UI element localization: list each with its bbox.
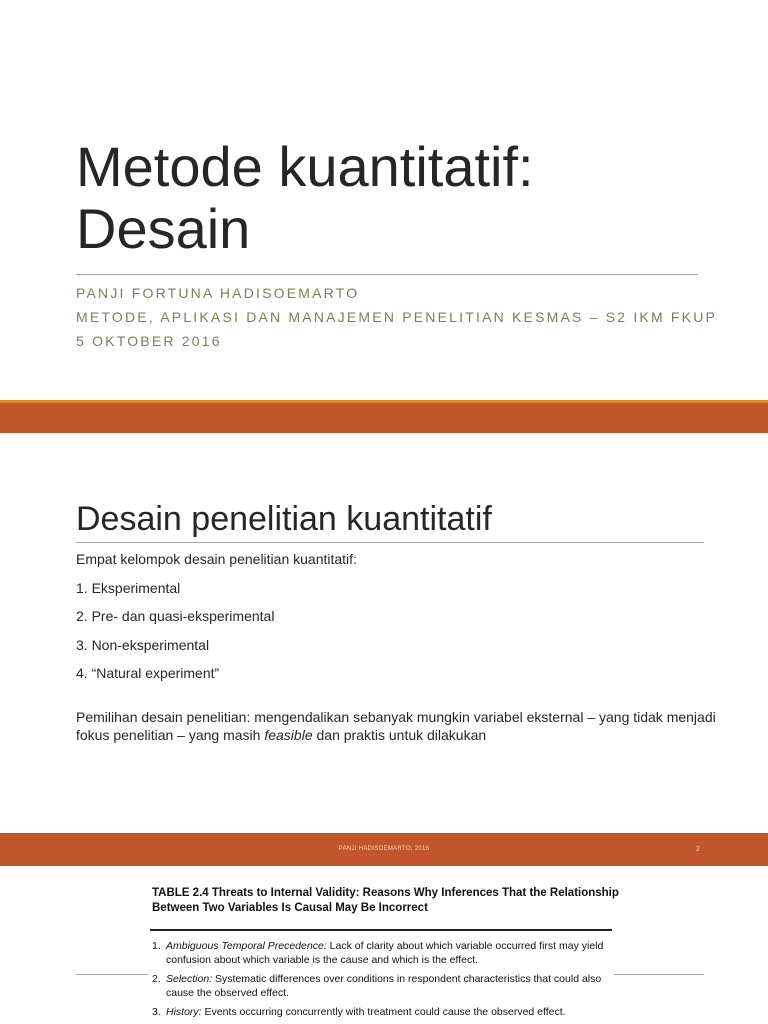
left-divider — [76, 974, 148, 975]
date-line: 5 OKTOBER 2016 — [76, 333, 222, 349]
page-number: 2 — [696, 846, 700, 853]
threat-text — [166, 939, 622, 967]
threat-number: 3. — [152, 1006, 161, 1018]
threat-text — [166, 1005, 566, 1019]
title-line-2: Desain — [76, 197, 251, 260]
list-item — [152, 939, 622, 967]
slide-3 — [0, 866, 768, 1024]
course-line: METODE, APLIKASI DAN MANAJEMEN PENELITIAN KESMAS – S2 IKM FKUP — [76, 309, 718, 325]
slide-2-title: Desain penelitian kuantitatif — [76, 500, 492, 538]
list-item: 1. Eksperimental — [76, 579, 181, 596]
table-title: TABLE 2.4 Threats to Internal Validity: Reasons Why Inferences That the Relationship Between Two Variables Is Causal May Be Incorrect — [152, 887, 619, 914]
title-line-1: Metode kuantitatif: — [76, 135, 534, 198]
slide-2-body — [76, 550, 716, 744]
list-item — [152, 1005, 622, 1019]
threat-term: Selection: — [166, 973, 213, 985]
author-line: PANJI FORTUNA HADISOEMARTO — [76, 285, 360, 301]
threat-description: Lack of clarity about which variable occurred first may yield confusion about which variable is the cause and which is the effect. — [166, 940, 604, 966]
slide-1-subtitle — [76, 281, 736, 353]
threat-description: Events occurring concurrently with treatment could cause the observed effect. — [201, 1006, 566, 1018]
slide-1 — [0, 0, 768, 400]
slide-separator-band — [0, 400, 768, 433]
para-before: Pemilihan desain penelitian: mengendalikan sebanyak mungkin variabel eksternal – yang tidak menjadi fokus penelitian – yang masih — [76, 709, 716, 743]
design-selection-paragraph — [76, 708, 716, 744]
title-divider — [76, 274, 698, 275]
para-emphasis: feasible — [264, 727, 313, 743]
footer-author: PANJI HADISOEMARTO, 2016 — [338, 846, 430, 852]
threat-number: 1. — [152, 940, 161, 952]
threat-term: Ambiguous Temporal Precedence: — [166, 940, 327, 952]
threat-number: 2. — [152, 973, 161, 985]
para-after: dan praktis untuk dilakukan — [312, 727, 487, 743]
list-item: 2. Pre- dan quasi-eksperimental — [76, 608, 275, 624]
list-item — [152, 972, 622, 1000]
list-item: 4. “Natural experiment” — [76, 665, 220, 681]
intro-text: Empat kelompok desain penelitian kuantitatif: — [76, 551, 357, 567]
threat-text — [166, 972, 622, 1000]
right-divider — [614, 974, 704, 975]
threat-description: Systematic differences over conditions in respondent characteristics that could also cause the observed effect. — [166, 973, 602, 999]
slide-2-title-divider — [76, 542, 704, 543]
threat-term: History: — [166, 1006, 202, 1018]
slide-2 — [0, 433, 768, 833]
list-item: 3. Non-eksperimental — [76, 636, 210, 653]
table-rule — [150, 929, 612, 931]
threats-list — [152, 939, 622, 1024]
slide-1-title — [76, 136, 716, 260]
